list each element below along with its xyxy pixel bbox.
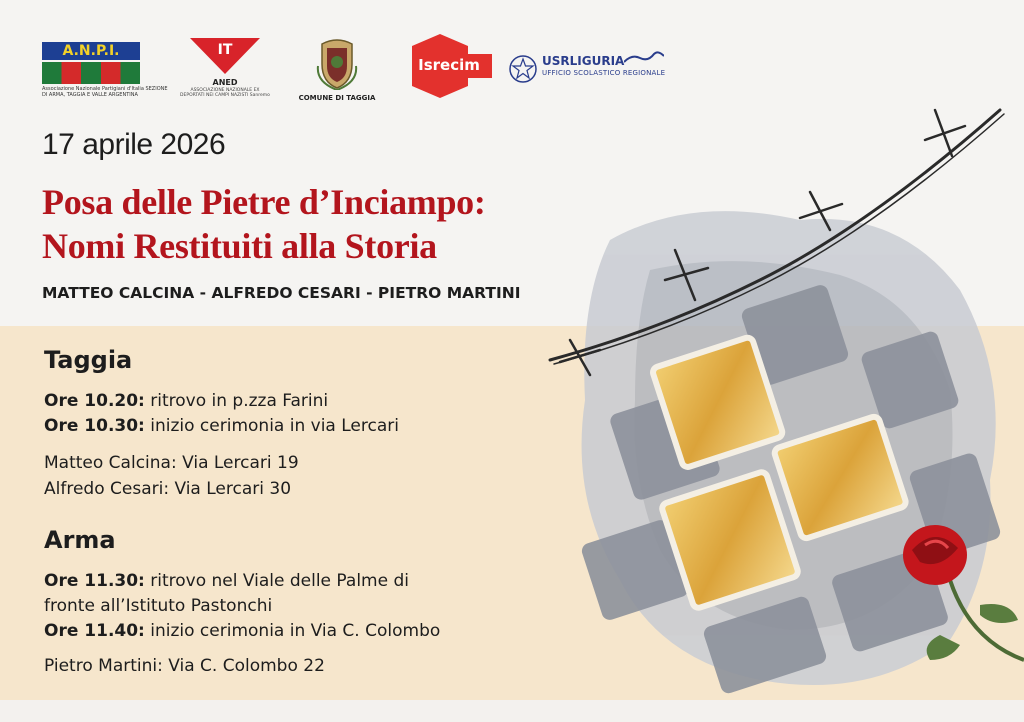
taggia-stone-2: Alfredo Cesari: Via Lercari 30 <box>44 479 292 499</box>
anpi-logo-subtitle: Associazione Nazionale Partigiani d'Italia SEZIONE DI ARMA, TAGGIA E VALLE ARGENTINA <box>42 86 168 98</box>
usr-logo-name: USRLIGURIA <box>542 54 625 68</box>
event-title-line-2: Nomi Restituiti alla Storia <box>42 226 437 266</box>
arma-ceremony-line <box>44 621 440 641</box>
usr-logo-subtitle: UFFICIO SCOLASTICO REGIONALE <box>542 69 666 77</box>
memorial-illustration <box>540 100 1024 710</box>
taggia-meeting-line <box>44 391 328 411</box>
comune-logo-name: COMUNE DI TAGGIA <box>298 94 376 102</box>
taggia-ceremony-line <box>44 416 399 436</box>
usr-liguria-logo <box>508 52 668 92</box>
anpi-logo <box>42 42 170 102</box>
comune-taggia-logo <box>296 36 378 104</box>
isrecim-logo-name: Isrecim <box>418 56 480 74</box>
arma-meeting-desc: ritrovo nel Viale delle Palme di <box>144 571 409 591</box>
event-date: 17 aprile 2026 <box>42 128 226 161</box>
taggia-meeting-desc: ritrovo in p.zza Farini <box>144 391 329 411</box>
arma-stone-1: Pietro Martini: Via C. Colombo 22 <box>44 656 325 676</box>
anpi-flag-icon <box>42 62 140 84</box>
arma-meeting-line-2: fronte all’Istituto Pastonchi <box>44 596 273 616</box>
arma-meeting-line <box>44 571 409 591</box>
coat-of-arms-icon <box>316 36 358 90</box>
aned-logo-name: ANED <box>212 78 238 87</box>
taggia-ceremony-desc: inizio cerimonia in via Lercari <box>144 416 399 436</box>
arma-ceremony-time: Ore 11.40: <box>44 621 145 641</box>
event-title <box>42 180 486 268</box>
arma-meeting-time: Ore 11.30: <box>44 571 145 591</box>
arma-heading: Arma <box>44 526 116 554</box>
isrecim-logo <box>404 34 494 98</box>
honored-names: MATTEO CALCINA - ALFREDO CESARI - PIETRO MARTINI <box>42 284 521 302</box>
aned-logo-subtitle: ASSOCIAZIONE NAZIONALE EX DEPORTATI NEI CAMPI NAZISTI Sanremo <box>180 88 270 98</box>
taggia-stone-1: Matteo Calcina: Via Lercari 19 <box>44 453 299 473</box>
taggia-meeting-time: Ore 10.20: <box>44 391 145 411</box>
liguria-map-icon <box>624 50 664 64</box>
taggia-ceremony-time: Ore 10.30: <box>44 416 145 436</box>
aned-triangle-icon <box>188 36 262 76</box>
taggia-heading: Taggia <box>44 346 133 374</box>
arma-ceremony-desc: inizio cerimonia in Via C. Colombo <box>144 621 441 641</box>
aned-logo <box>180 36 270 102</box>
anpi-logo-title: A.N.P.I. <box>42 42 140 60</box>
event-title-line-1: Posa delle Pietre d’Inciampo: <box>42 182 486 222</box>
aned-mark: IT <box>217 42 233 58</box>
italian-republic-emblem-icon <box>508 54 538 84</box>
